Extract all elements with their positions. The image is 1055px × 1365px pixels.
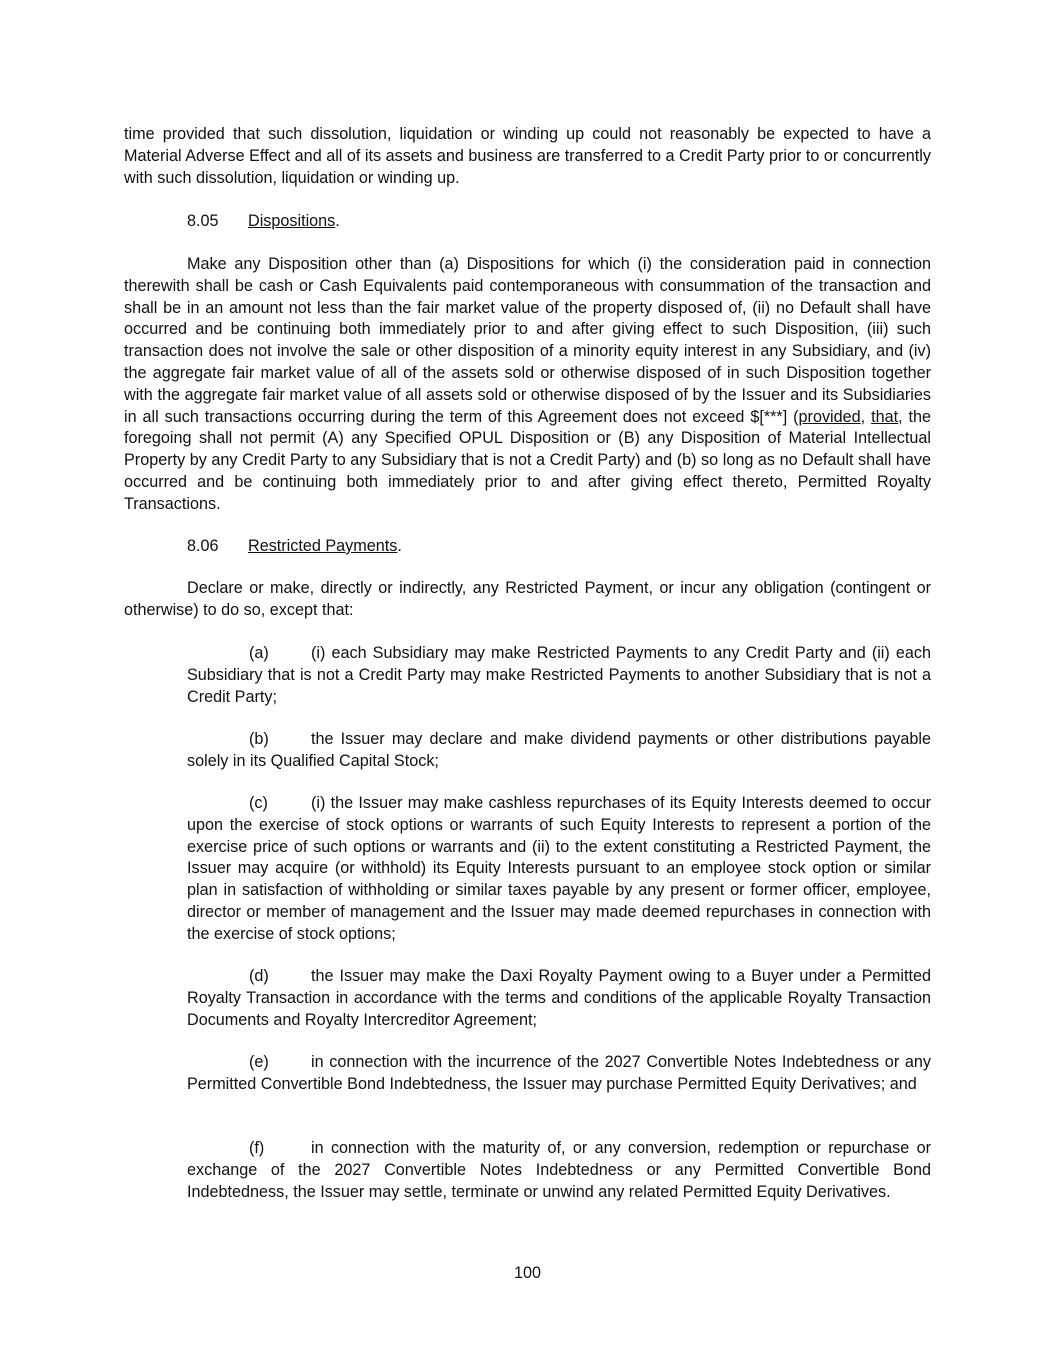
section-heading-8-05	[187, 211, 340, 233]
section-title: Dispositions	[248, 212, 336, 230]
section-title-period: .	[335, 212, 340, 230]
clause-marker: (c)	[249, 794, 268, 812]
dispositions-text-part1: Make any Disposition other than (a) Dispositions for which (i) the consideration paid in connection therewith shall be cash or Cash Equivalents paid contemporaneous with consummation of the transaction and shall be in an amount not less than the fair market value of the property disposed of, (ii) no Default shall have occurred and be continuing both immediately prior to and after giving effect to such Disposition, (iii) such transaction does not involve the sale or other disposition of a minority equity interest in any Subsidiary, and (iv) the aggregate fair market value of all of the assets sold or otherwise disposed of in such Disposition together with the aggregate fair market value of all assets sold or otherwise disposed of by the Issuer and its Subsidiaries in all such transactions occurring during the term of this Agreement does not exceed $[***] (	[124, 255, 931, 426]
clause-text: (i) the Issuer may make cashless repurchases of its Equity Interests deemed to occur upon the exercise of stock options or warrants of such Equity Interests to represent a portion of the exercise price of such options or warrants and (ii) to the extent constituting a Restricted Payment, the Issuer may acquire (or withhold) its Equity Interests pursuant to an employee stock option or similar plan in satisfaction of withholding or similar taxes payable by any present or former officer, employee, director or member of management and the Issuer may made deemed repurchases in connection with the exercise of stock options;	[187, 794, 931, 943]
clause-text: (i) each Subsidiary may make Restricted Payments to any Credit Party and (ii) each Subsidiary that is not a Credit Party may make Restricted Payments to another Subsidiary that is not a Credit Party;	[187, 644, 931, 706]
clause-marker: (b)	[249, 730, 269, 748]
comma-separator: ,	[860, 407, 872, 426]
restricted-payments-intro: Declare or make, directly or indirectly, any Restricted Payment, or incur any obligation (contingent or otherwise) to do so, except that:	[124, 579, 931, 619]
section-title-period: .	[397, 537, 402, 555]
dispositions-paragraph	[124, 254, 931, 516]
clause-b	[187, 729, 931, 773]
clause-marker: (e)	[249, 1053, 269, 1071]
clause-text: the Issuer may make the Daxi Royalty Payment owing to a Buyer under a Permitted Royalty Transaction in accordance with the terms and conditions of the applicable Royalty Transaction Documents and Royalty Intercreditor Agreement;	[187, 967, 931, 1029]
clause-c	[187, 793, 931, 946]
section-number: 8.05	[187, 212, 219, 230]
section-title: Restricted Payments	[248, 537, 398, 555]
section-number: 8.06	[187, 537, 219, 555]
page-number: 100	[513, 1264, 541, 1282]
that-term: that	[871, 407, 899, 426]
clause-marker: (f)	[249, 1139, 265, 1157]
clause-text: in connection with the maturity of, or any conversion, redemption or repurchase or exchange of the 2027 Convertible Notes Indebtedness or any Permitted Convertible Bond Indebtedness, the Issuer may settle, terminate or unwind any related Permitted Equity Derivatives.	[187, 1139, 931, 1201]
provided-term: provided	[798, 407, 861, 426]
carryover-paragraph: time provided that such dissolution, liquidation or winding up could not reasonably be expected to have a Material Adverse Effect and all of its assets and business are transferred to a Credit Party prior to or concurrently with such dissolution, liquidation or winding up.	[124, 125, 931, 187]
clause-marker: (a)	[249, 644, 269, 662]
clause-a	[187, 643, 931, 708]
clause-f	[187, 1138, 931, 1203]
clause-text: the Issuer may declare and make dividend payments or other distributions payable solely in its Qualified Capital Stock;	[187, 730, 931, 770]
clause-e	[187, 1052, 931, 1096]
clause-text: in connection with the incurrence of the 2027 Convertible Notes Indebtedness or any Permitted Convertible Bond Indebtedness, the Issuer may purchase Permitted Equity Derivatives; and	[187, 1053, 931, 1093]
clause-d	[187, 966, 931, 1031]
section-heading-8-06	[187, 536, 402, 558]
dispositions-text-part2: , the foregoing shall not permit (A) any Specified OPUL Disposition or (B) any Disposition of Material Intellectual Property by any Credit Party to any Subsidiary that is not a Credit Party) and (b) so long as no Default shall have occurred and be continuing both immediately prior to and after giving effect thereto, Permitted Royalty Transactions.	[124, 407, 932, 513]
clause-marker: (d)	[249, 967, 269, 985]
